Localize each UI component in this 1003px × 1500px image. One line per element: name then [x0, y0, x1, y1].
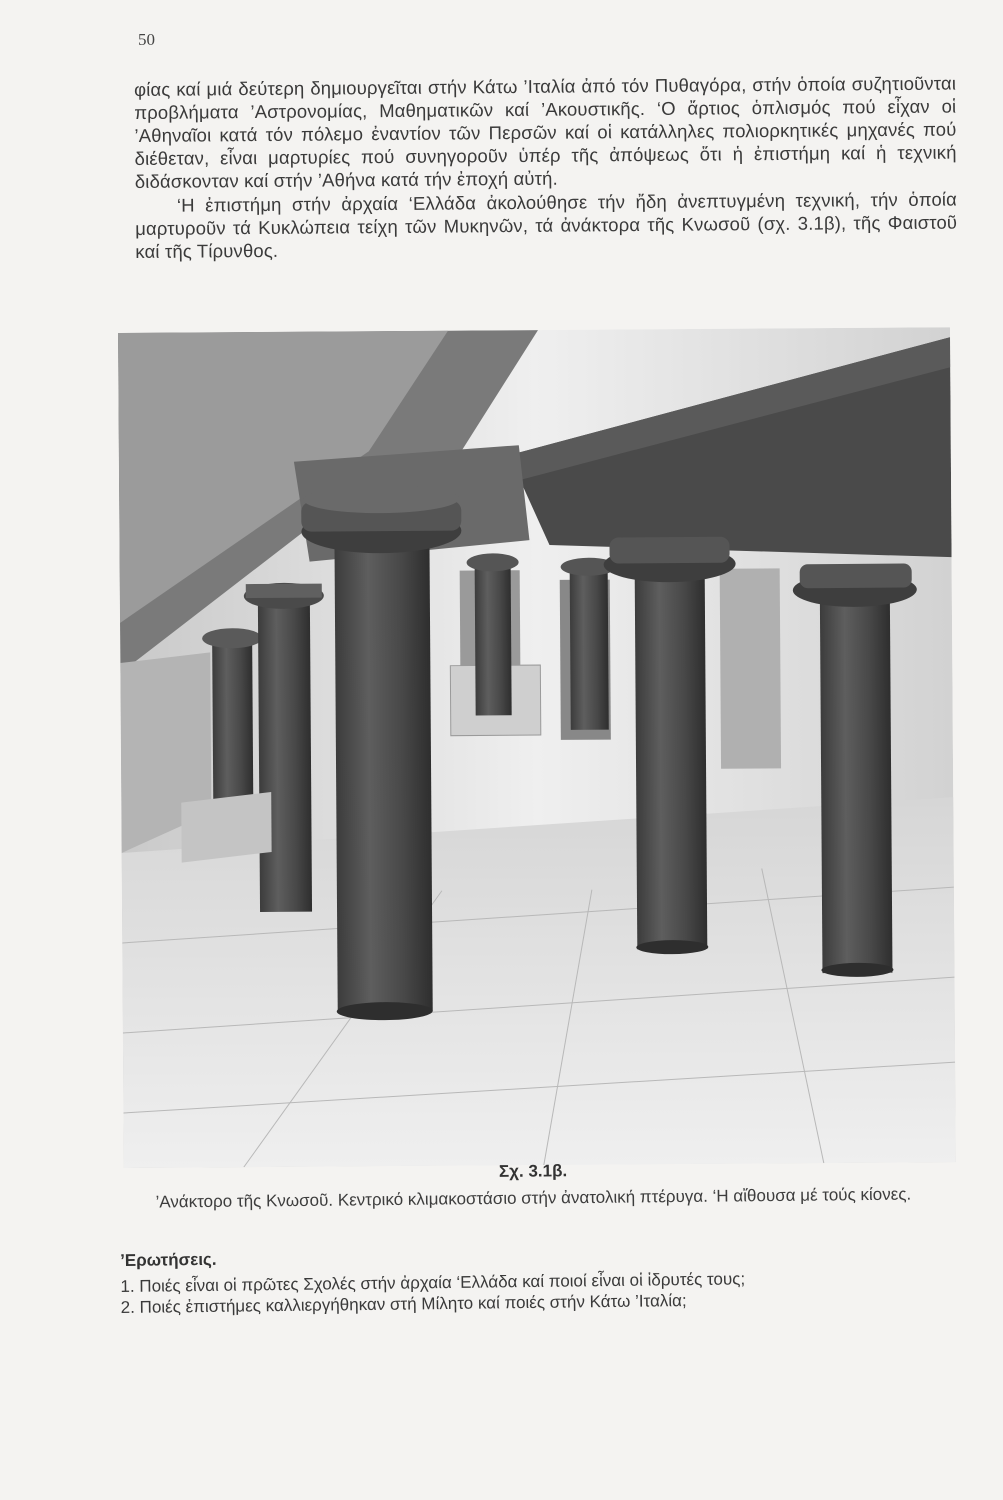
figure-caption	[108, 1157, 958, 1214]
knossos-columns-photo	[118, 327, 956, 1168]
paragraph-2: ‘Η ἐπιστήμη στήν ἀρχαία ‘Ελλάδα ἀκολούθησε τήν ἤδη ἀνεπτυγμένη τεχνική, τήν ὁποία μαρτυροῦν τά Κυκλώπεια τείχη τῶν Μυκηνῶν, τά ἀνάκτορα τῆς Κνωσοῦ (σχ. 3.1β), τῆς Φαιστοῦ καί τῆς Τίρυνθος.	[135, 188, 958, 262]
paragraph-1: φίας καί μιά δεύτερη δημιουργεῖται στήν Κάτω ’Ιταλία ἀπό τόν Πυθαγόρα, στήν ὁποία συζητιοῦνται προβλήματα ’Αστρονομίας, Μαθηματικῶν καί ’Ακουστικῆς. ‘Ο ἄρτιος ὁπλισμός πού εἶχαν οἱ ’Αθηναῖοι κατά τόν πόλεμο ἐναντίον τῶν Περσῶν καί οἱ κατάλληλες πολιορκητικές μηχανές πού διέθεταν, εἶναι μαρτυρίες πού συνηγοροῦν ὑπέρ τῆς ἀπόψεως ὅτι ἡ ἐπιστήμη καί ἡ τεχνική διδάσκονταν καί στήν ’Αθήνα κατά τήν ἐποχή αὐτή.	[134, 72, 957, 192]
questions-section	[120, 1240, 941, 1318]
question-item-1: 1. Ποιές εἶναι οἱ πρῶτες Σχολές στήν ἀρχαία ‘Ελλάδα καί ποιοί εἶναι οἱ ἱδρυτές τους;	[120, 1269, 746, 1296]
figure-photo	[118, 327, 956, 1168]
questions-heading: ’Ερωτήσεις.	[120, 1249, 217, 1270]
page-number: 50	[138, 30, 155, 49]
question-item-2: 2. Ποιές ἐπιστήμες καλλιεργήθηκαν στή Μίλητο καί ποιές στήν Κάτω ’Ιταλία;	[120, 1291, 687, 1317]
figure-caption-text: ’Ανάκτορο τῆς Κνωσοῦ. Κεντρικό κλιμακοστάσιο στήν ἀνατολική πτέρυγα. ‘Η αἴθουσα μέ τούς κίονες.	[155, 1184, 912, 1212]
figure-label: Σχ. 3.1β.	[498, 1161, 568, 1181]
body-text	[134, 72, 957, 263]
